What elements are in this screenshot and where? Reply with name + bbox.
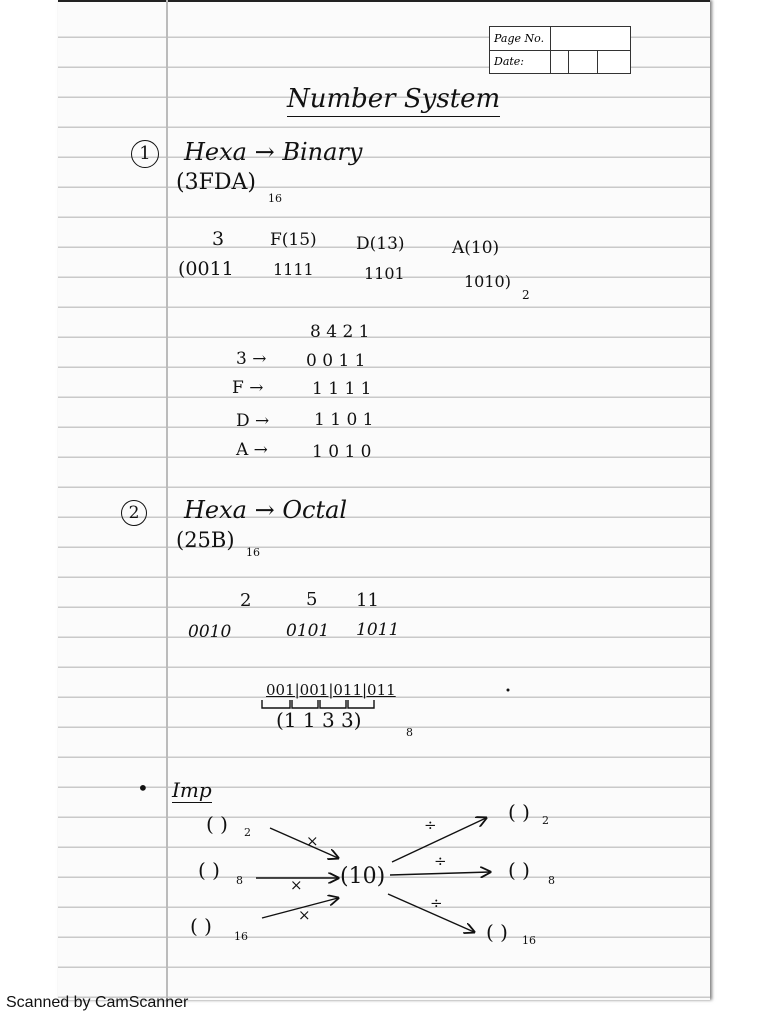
binary-group: 1011 (356, 620, 400, 640)
left-bracket: ( ) (190, 914, 212, 938)
divide-sign: ÷ (430, 894, 443, 912)
conversion-bin: 1 0 1 0 (312, 442, 372, 462)
right-base: 2 (542, 814, 549, 827)
right-base: 16 (522, 934, 536, 947)
divide-sign: ÷ (434, 852, 447, 870)
arrow-left-bottom (262, 898, 338, 918)
left-bracket: ( ) (206, 812, 228, 836)
grouping-brackets (262, 700, 374, 708)
multiply-sign: × (298, 906, 311, 924)
right-bracket: ( ) (486, 920, 508, 944)
conversion-hex: D → (236, 411, 270, 431)
decimal-center: (10) (340, 864, 386, 889)
date-label: Date: (494, 55, 525, 68)
scanner-watermark: Scanned by CamScanner (6, 994, 189, 1011)
page-no-label: Page No. (494, 32, 545, 45)
hex-digit: 2 (240, 590, 252, 611)
multiply-sign: × (306, 832, 319, 850)
arrow-right-bottom (388, 894, 474, 932)
section-2-given-base: 16 (246, 546, 260, 559)
hex-digit: F(15) (270, 230, 317, 250)
hex-digit: 3 (212, 228, 225, 250)
binary-group: 0101 (286, 621, 330, 641)
right-base: 8 (548, 874, 555, 887)
page-title: Number System (287, 84, 500, 117)
imp-label: Imp (172, 778, 212, 802)
conversion-hex: A → (236, 440, 268, 460)
conversion-bin: 1 1 0 1 (314, 410, 374, 430)
conversion-bin: 0 0 1 1 (306, 351, 366, 371)
conversion-hex: 3 → (236, 349, 267, 369)
regrouped-bits: 001|001|011|011 (266, 681, 396, 699)
left-base: 2 (244, 826, 251, 839)
section-2-number: 2 (121, 500, 147, 526)
section-1-given-base: 16 (268, 192, 282, 205)
hex-digit: 5 (306, 589, 318, 610)
multiply-sign: × (290, 876, 303, 894)
section-1-given: (3FDA) (176, 170, 256, 195)
right-bracket: ( ) (508, 858, 530, 882)
left-base: 16 (234, 930, 248, 943)
hex-digit: A(10) (452, 238, 500, 258)
binary-group: 1111 (273, 260, 314, 279)
arrow-right-middle (390, 872, 490, 875)
left-bracket: ( ) (198, 858, 220, 882)
ink-dot (507, 689, 510, 692)
bit-weights: 8 4 2 1 (310, 322, 370, 342)
arrow-right-top (392, 818, 486, 862)
binary-group: 1010) (464, 272, 511, 291)
octal-result: (1 1 3 3) (276, 708, 362, 732)
conversion-hex: F → (232, 378, 264, 398)
section-1-heading: Hexa → Binary (184, 138, 363, 166)
section-2-given: (25B) (176, 528, 235, 552)
binary-group: (0011 (178, 258, 234, 280)
binary-group: 0010 (188, 622, 232, 642)
conversion-bin: 1 1 1 1 (312, 379, 372, 399)
binary-group: 1101 (364, 264, 405, 283)
hex-digit: D(13) (356, 234, 405, 254)
octal-base: 8 (406, 726, 413, 739)
section-2-heading: Hexa → Octal (184, 496, 348, 524)
hex-digit: 11 (356, 590, 379, 611)
arrow-left-top (270, 828, 338, 858)
right-bracket: ( ) (508, 800, 530, 824)
bullet: • (137, 776, 149, 800)
left-base: 8 (236, 874, 243, 887)
binary-base: 2 (522, 288, 530, 302)
divide-sign: ÷ (424, 816, 437, 834)
section-1-number: 1 (131, 140, 159, 168)
